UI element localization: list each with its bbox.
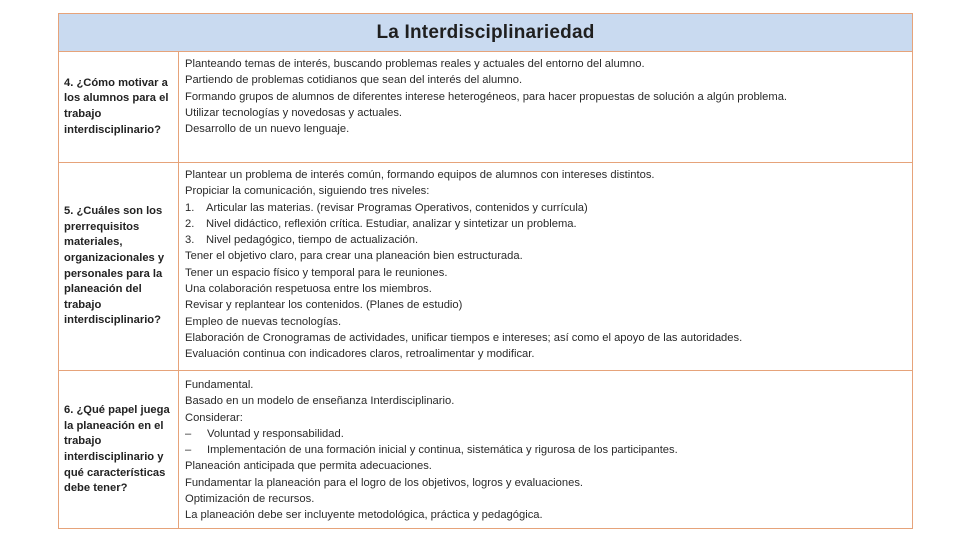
answer-line: Evaluación continua con indicadores claros, retroalimentar y modificar. — [185, 348, 535, 361]
answer-cell — [179, 371, 912, 529]
answer-line: Una colaboración respetuosa entre los miembros. — [185, 283, 432, 296]
numbered-item — [185, 200, 906, 216]
item-text: Nivel pedagógico, tiempo de actualización. — [206, 234, 419, 247]
answer-line: Formando grupos de alumnos de diferentes interese heterogéneos, para hacer propuestas de solución a algún problema. — [185, 90, 788, 103]
question-cell: 6. ¿Qué papel juega la planeación en el trabajo interdisciplinario y qué características debe tener? — [59, 371, 179, 529]
dash-marker: – — [185, 444, 192, 457]
item-text: Articular las materias. (revisar Programas Operativos, contenidos y currícula) — [206, 201, 588, 214]
table-row — [59, 163, 912, 371]
answer-line: Plantear un problema de interés común, formando equipos de alumnos con intereses distintos. — [185, 169, 655, 181]
answer-line: Planeación anticipada que permita adecuaciones. — [185, 460, 432, 473]
answer-line: Fundamental. — [185, 379, 254, 391]
question-cell: 4. ¿Cómo motivar a los alumnos para el trabajo interdisciplinario? — [59, 52, 179, 162]
item-number: 1. — [185, 201, 195, 214]
dash-item — [185, 442, 906, 458]
numbered-item — [185, 216, 906, 232]
answer-line: Partiendo de problemas cotidianos que sean del interés del alumno. — [185, 74, 523, 87]
answer-line: Fundamentar la planeación para el logro de los objetivos, logros y evaluaciones. — [185, 476, 584, 489]
table-row — [59, 371, 912, 529]
answer-line: Propiciar la comunicación, siguiendo tres niveles: — [185, 185, 430, 198]
answer-line: Utilizar tecnologías y novedosas y actuales. — [185, 106, 403, 119]
item-text: Voluntad y responsabilidad. — [207, 427, 344, 440]
answer-line: Empleo de nuevas tecnologías. — [185, 315, 342, 328]
answer-line: La planeación debe ser incluyente metodológica, práctica y pedagógica. — [185, 509, 543, 522]
answer-cell — [179, 163, 912, 370]
answer-line: Planteando temas de interés, buscando problemas reales y actuales del entorno del alumno. — [185, 58, 645, 70]
answer-line: Basado en un modelo de enseñanza Interdisciplinario. — [185, 395, 455, 408]
item-number: 2. — [185, 217, 195, 230]
content-table — [58, 13, 913, 529]
table-title: La Interdisciplinariedad — [59, 14, 912, 52]
answer-line: Desarrollo de un nuevo lenguaje. — [185, 123, 350, 136]
answer-cell — [179, 52, 912, 162]
item-text: Nivel didáctico, reflexión crítica. Estudiar, analizar y sintetizar un problema. — [206, 217, 577, 230]
answer-line: Tener el objetivo claro, para crear una planeación bien estructurada. — [185, 250, 523, 263]
numbered-item — [185, 232, 906, 248]
answer-line: Revisar y replantear los contenidos. (Planes de estudio) — [185, 299, 463, 312]
answer-line: Elaboración de Cronogramas de actividades, unificar tiempos e intereses; así como el apoyo de las autoridades. — [185, 331, 743, 344]
item-number: 3. — [185, 234, 195, 247]
answer-line: Optimización de recursos. — [185, 493, 315, 506]
answer-line: Considerar: — [185, 411, 243, 424]
question-cell: 5. ¿Cuáles son los prerrequisitos materiales, organizacionales y personales para la planeación del trabajo interdisciplinario? — [59, 163, 179, 370]
table-row — [59, 52, 912, 163]
answer-line: Tener un espacio físico y temporal para le reuniones. — [185, 266, 448, 279]
item-text: Implementación de una formación inicial y continua, sistemática y rigurosa de los participantes. — [207, 444, 678, 457]
dash-marker: – — [185, 427, 192, 440]
dash-item — [185, 426, 906, 442]
